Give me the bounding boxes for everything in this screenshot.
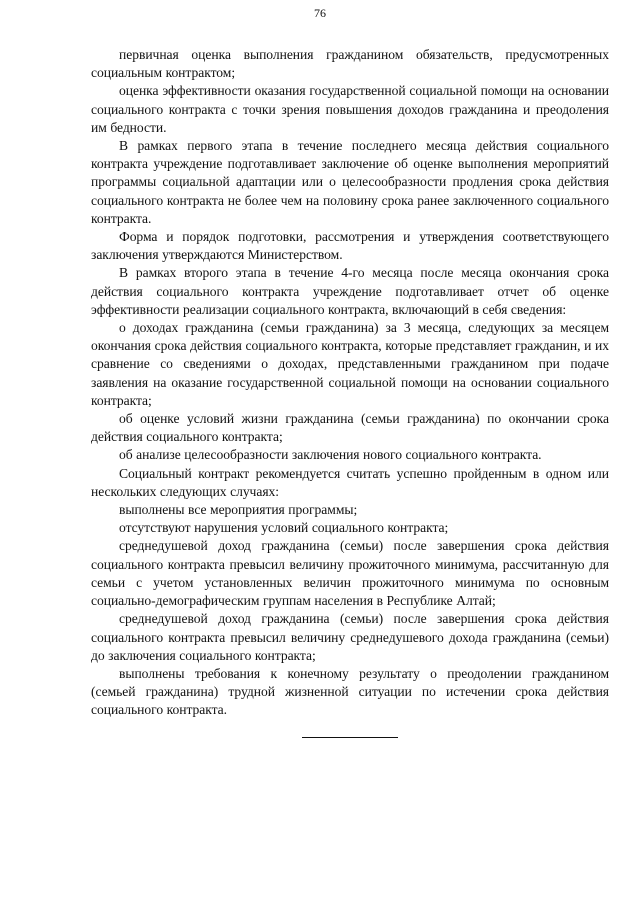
paragraph-7: об оценке условий жизни гражданина (семьи гражданина) по окончании срока действия социального контракта;: [91, 411, 609, 445]
paragraph-6: о доходах гражданина (семьи гражданина) за 3 месяца, следующих за месяцем окончания срока действия социального контракта, которые представляет гражданин, и их сравнение со сведениями о доходах, представленными гражданином при подаче заявления на оказание государственной социальной помощи на основании социального контракта;: [91, 320, 609, 408]
paragraph-3: В рамках первого этапа в течение последнего месяца действия социального контракта учреждение подготавливает заключение об оценке выполнения мероприятий программы социальной адаптации или о целесообразности продления срока действия социального контракта не более чем на половину срока ранее заключенного социального контракта.: [91, 138, 609, 226]
paragraph-9: Социальный контракт рекомендуется считать успешно пройденным в одном или нескольких следующих случаях:: [91, 465, 609, 499]
page-number: 76: [314, 6, 326, 20]
paragraph-14: выполнены требования к конечному результату о преодолении гражданином (семьей гражданина) трудной жизненной ситуации по истечении срока действия социального контракта.: [91, 665, 609, 718]
paragraph-8: об анализе целесообразности заключения нового социального контракта.: [119, 447, 542, 463]
paragraph-1: первичная оценка выполнения гражданином обязательств, предусмотренных социальным контрактом;: [91, 47, 609, 81]
paragraph-13: среднедушевой доход гражданина (семьи) после завершения срока действия социального контракта превысил величину среднедушевого дохода гражданина (семьи) до заключения социального контракта;: [91, 611, 609, 663]
paragraph-10: выполнены все мероприятия программы;: [119, 502, 358, 518]
closing-rule: [302, 737, 398, 738]
paragraph-12: среднедушевой доход гражданина (семьи) после завершения срока действия социального контракта превысил величину прожиточного минимума, рассчитанную для семьи с учетом установленных величин прожиточного минимума по основным социально-демографическим группам населения в Республике Алтай;: [91, 538, 609, 609]
paragraph-2: оценка эффективности оказания государственной социальной помощи на основании социального контракта с точки зрения повышения доходов гражданина и преодоления им бедности.: [91, 83, 609, 135]
document-body: [91, 46, 609, 720]
paragraph-11: отсутствуют нарушения условий социального контракта;: [119, 520, 449, 536]
paragraph-5: В рамках второго этапа в течение 4-го месяца после месяца окончания срока действия социального контракта учреждение подготавливает отчет об оценке эффективности реализации социального контракта, включающий в себя сведения:: [91, 265, 609, 317]
paragraph-4: Форма и порядок подготовки, рассмотрения и утверждения соответствующего заключения утверждаются Министерством.: [91, 229, 609, 263]
